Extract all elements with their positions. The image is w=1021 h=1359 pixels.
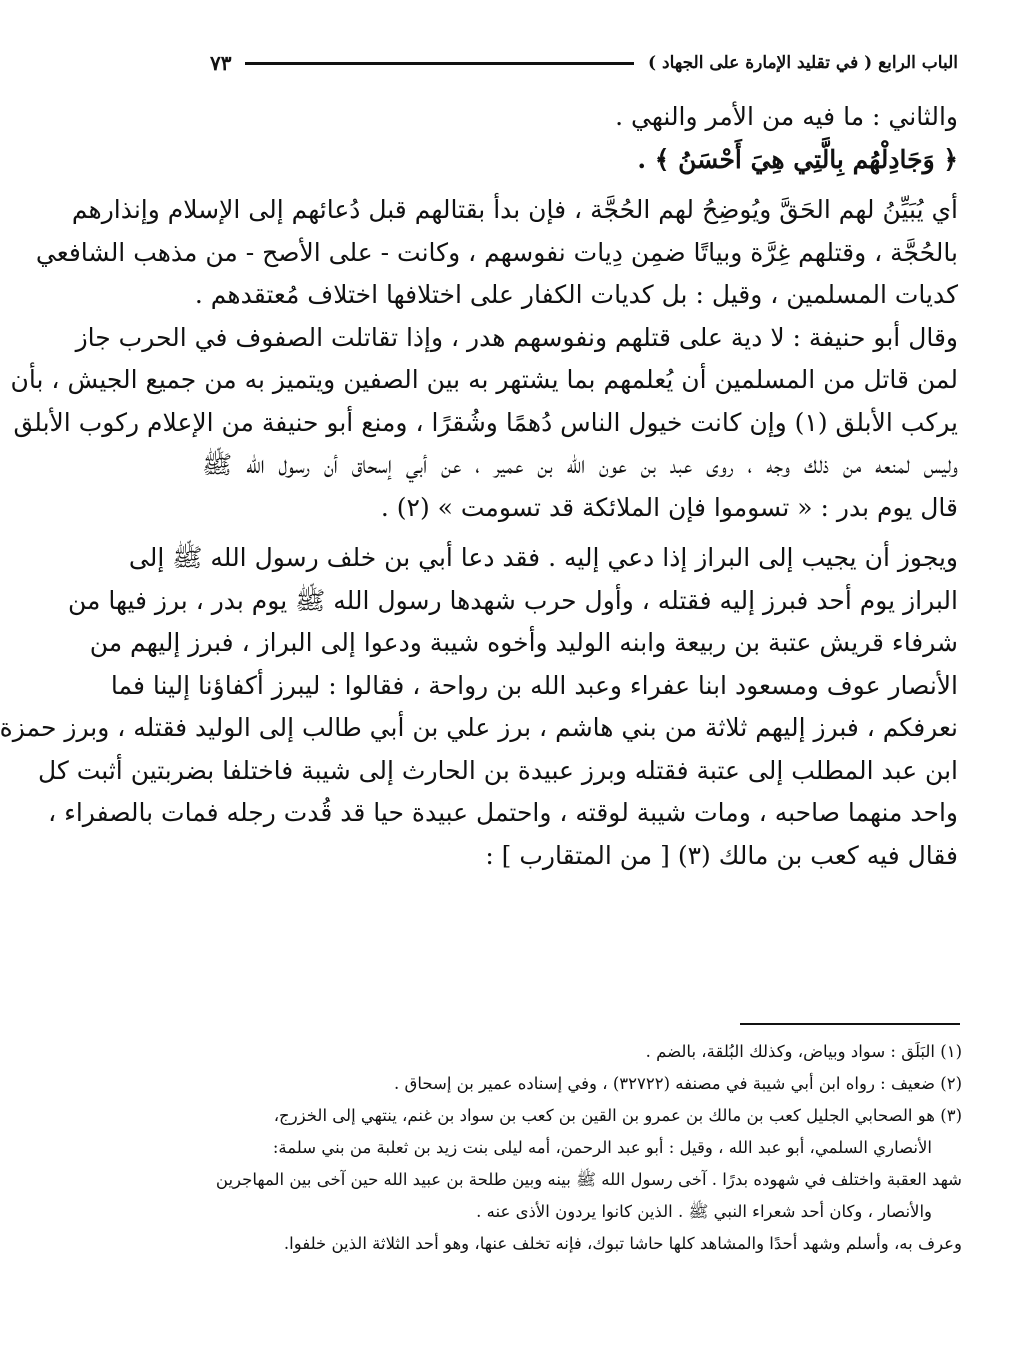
page-number: ٧٣ (210, 51, 232, 75)
text-line: شرفاء قريش عتبة بن ربيعة وابنه الوليد وأخوه شيبة ودعوا إلى البراز ، فبرز إليهم من (89, 628, 958, 657)
text-line: قال يوم بدر : « تسوموا فإن الملائكة قد تسومت » (٢) . (380, 492, 958, 522)
footnote-1: (١) البَلَق : سواد وبياض، وكذلك البُلقة، بالضم . (645, 1042, 962, 1061)
footnote-3-continued: وعرف به، وأسلم وشهد أحدًا والمشاهد كلها حاشا تبوك، فإنه تخلف عنها، وهو أحد الثلاثة الذين خلفوا. (283, 1234, 962, 1253)
text-line: نعرفكم ، فبرز إليهم ثلاثة من بني هاشم ، برز علي بن أبي طالب إلى الوليد فقتله ، وبرز حمزة (0, 713, 958, 742)
text-line: البراز يوم أحد فبرز إليه فقتله ، وأول حرب شهدها رسول الله ﷺ يوم بدر ، برز فيها من (67, 585, 958, 615)
footnote-3-continued: شهد العقبة واختلف في شهوده بدرًا . آخى رسول الله ﷺ بينه وبين طلحة بن عبيد الله حين آخى بين المهاجرين (215, 1170, 962, 1189)
header-rule (245, 62, 634, 65)
main-text (0, 96, 958, 877)
text-line: والثاني : ما فيه من الأمر والنهي . (615, 102, 958, 131)
text-line: فقال فيه كعب بن مالك (٣) [ من المتقارب ] : (485, 840, 958, 870)
text-line: ويجوز أن يجيب إلى البراز إذا دعي إليه . فقد دعا أبي بن خلف رسول الله ﷺ إلى (128, 543, 958, 572)
footnotes (202, 1036, 962, 1260)
footnote-3-continued: الأنصاري السلمي، أبو عبد الله ، وقيل : أبو عبد الرحمن، أمه ليلى بنت زيد بن ثعلبة من بني سلمة: (272, 1138, 932, 1157)
text-line: وليس لمنعه من ذلك وجه ، روى عبد بن عون الله بن عمير ، عن أبي إسحاق أن رسول الله ﷺ (202, 450, 958, 479)
text-line: كديات المسلمين ، وقيل : بل كديات الكفار على اختلافها اختلاف مُعتقدهم . (194, 280, 958, 309)
text-line: يركب الأبلق (١) وإن كانت خيول الناس دُهمًا وشُقرًا ، ومنع أبو حنيفة من الإعلام ركوب الأبلق (13, 407, 958, 437)
footnote-2: (٢) ضعيف : رواه ابن أبي شيبة في مصنفه (٣٢٧٢٢) ، وفي إسناده عمير بن إسحاق . (394, 1074, 962, 1093)
chapter-title: الباب الرابع ( في تقليد الإمارة على الجهاد ) (648, 53, 958, 73)
text-line: وقال أبو حنيفة : لا دية على قتلهم ونفوسهم هدر ، وإذا تقاتلت الصفوف في الحرب جاز (75, 322, 958, 352)
text-line: واحد منهما صاحبه ، ومات شيبة لوقته ، واحتمل عبيدة حيا قد قُدت رجله فمات بالصفراء ، (48, 798, 958, 827)
text-line: بالحُجَّة ، وقتلهم غِرَّة وبياتًا ضمِن دِيات نفوسهم ، وكانت - على الأصح - من مذهب الشافعي (35, 237, 958, 267)
footnote-3: (٣) هو الصحابي الجليل كعب بن مالك بن عمرو بن القين بن كعب بن سواد بن غنم، ينتهي إلى الخزرج، (273, 1106, 962, 1125)
text-line: ابن عبد المطلب إلى عتبة فقتله وبرز عبيدة بن الحارث إلى شيبة فاختلفا بضربتين أثبت كل (37, 755, 958, 785)
text-line: الأنصار عوف ومسعود ابنا عفراء وعبد الله بن رواحة ، فقالوا : ليبرز أكفاؤنا إلينا فما (110, 670, 958, 700)
footnote-3-continued: والأنصار ، وكان أحد شعراء النبي ﷺ . الذين كانوا يردون الأذى عنه . (476, 1202, 932, 1221)
quran-verse: ﴿ وَجَادِلْهُم بِالَّتِي هِيَ أَحْسَنُ ﴾ . (637, 144, 958, 174)
footnote-separator (740, 1023, 960, 1025)
text-line: أي يُبَيِّنُ لهم الحَقَّ ويُوضِحُ لهم الحُجَّة ، فإن بدأ بقتالهم قبل دُعائهم إلى الإسلام وإنذارهم (71, 195, 958, 224)
running-header (210, 46, 958, 80)
text-line: لمن قاتل من المسلمين أن يُعلمهم بما يشتهر به بين الصفين ويتميز به من جميع الجيش ، بأن (10, 365, 958, 394)
